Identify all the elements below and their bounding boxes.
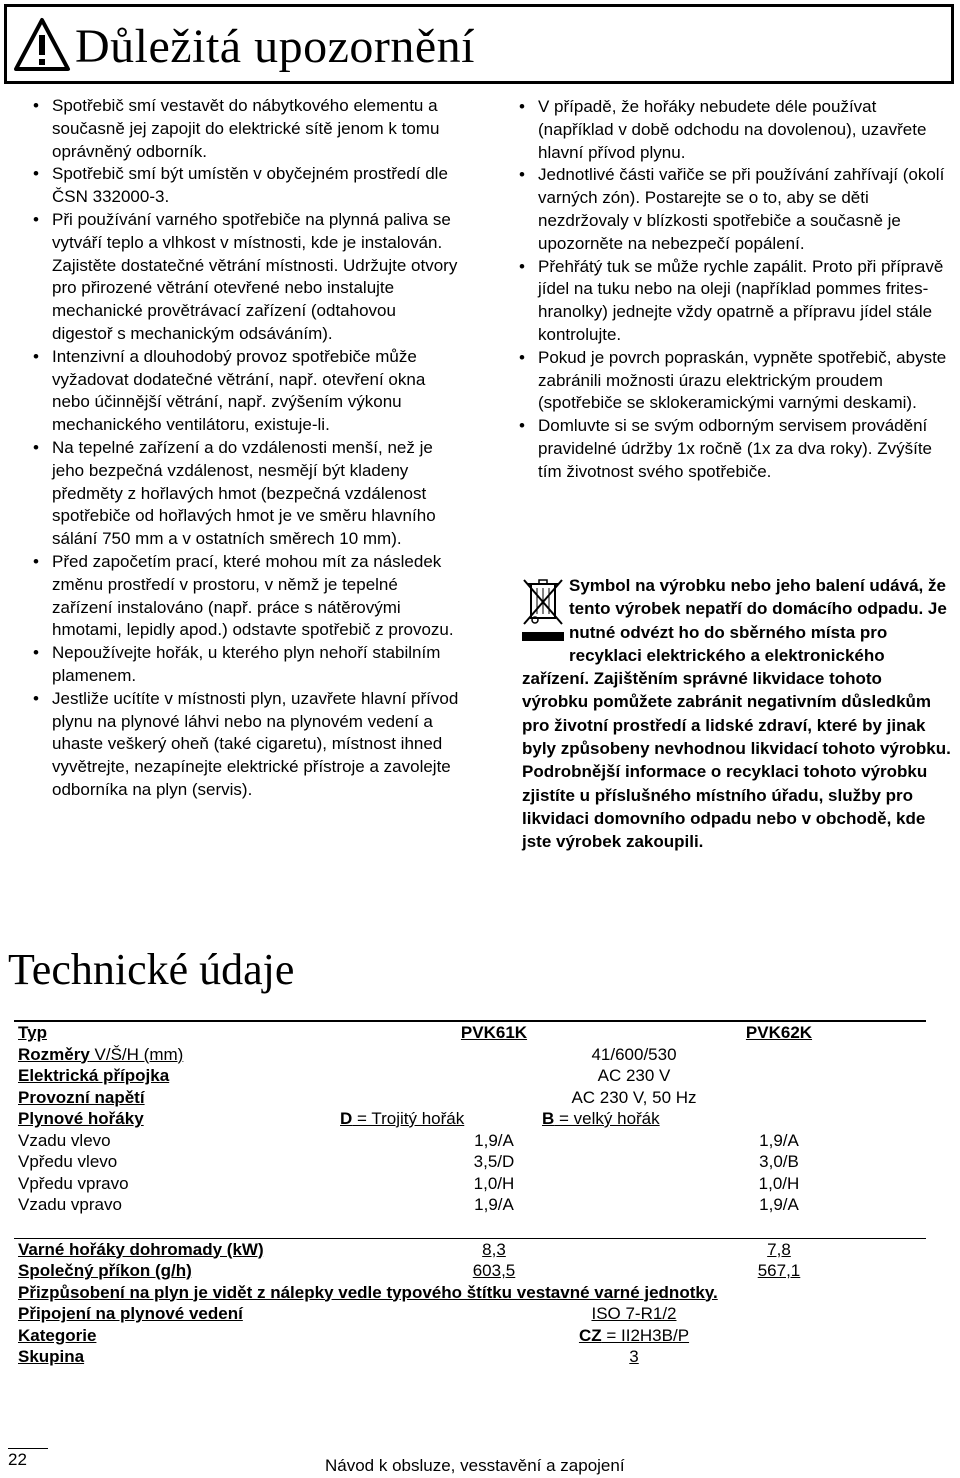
list-item: • Nepoužívejte hořák, u kterého plyn nehoří stabilním plamenem. [30, 642, 460, 688]
table-row: Provozní napětí AC 230 V, 50 Hz [18, 1087, 697, 1107]
disposal-text: Symbol na výrobku nebo jeho balení udává, že tento výrobek nepatří do domácího odpadu. Je nutné odvézt ho do sběrného místa pro recyklaci elektrického a elektronického zařízení. Zajištěním správné likvidace tohoto výrobku pomůžete zabránit negativním důsledkům pro životní prostředí a lidské zdraví, které by jinak byly způsobeny nevhodnou likvidací tohoto výrobku. Podrobnější informace o recyklaci tohoto výrobku zjistíte u příslušného místního úřadu, služby pro likvidaci domovního odpadu nebo v obchodě, kde jste výrobek zakoupili. [522, 576, 951, 852]
table-row: Rozměry V/Š/H (mm) 41/600/530 [18, 1044, 677, 1064]
list-item: • Před započetím prací, které mohou mít za následek změnu prostředí v prostoru, v němž je tepelné zařízení instalováno (např. práce s nátěrovými hmotami, lepidly apod.) odstavte spotřebič z provozu. [30, 551, 460, 642]
table-row: Kategorie CZ = II2H3B/P [18, 1325, 690, 1345]
table-spacer [14, 1216, 926, 1239]
list-item: • Spotřebič smí vestavět do nábytkového elementu a současně jej zapojit do elektrické sítě jenom k tomu oprávněný odborník. [30, 95, 460, 163]
spec-table [14, 1020, 926, 1368]
list-item: • V případě, že hořáky nebudete déle používat (například v době odchodu na dovolenou), uzavřete hlavní přívod plynu. [516, 96, 956, 164]
list-item: • Domluvte si se svým odborným servisem provádění pravidelné údržby 1x ročně (1x za dva roky). Zvýšíte tím životnost svého spotřebiče. [516, 415, 956, 483]
table-row: Varné hořáky dohromady (kW) 8,3 7,8 [18, 1239, 791, 1259]
list-item: • Pokud je povrch popraskán, vypněte spotřebič, abyste zabránili možnosti úrazu elektrickým proudem (spotřebiče se sklokeramickými varnými deskami). [516, 347, 956, 415]
list-item: • Jednotlivé části vařiče se při používání zahřívají (okolí varných zón). Postarejte se o to, aby se děti nezdržovaly v blízkosti spotřebiče a současně je upozorněte na nebezpečí popálení. [516, 164, 956, 255]
table-row: Připojení na plynové vedení ISO 7-R1/2 [18, 1304, 677, 1323]
section-header [4, 4, 954, 84]
table-row: Elektrická přípojka AC 230 V [18, 1066, 671, 1085]
list-item: • Spotřebič smí být umístěn v obyčejném prostředí dle ČSN 332000-3. [30, 163, 460, 209]
page-title: Důležitá upozornění [75, 20, 476, 73]
table-row: Plynové hořáky D = Trojitý hořák B = velký hořák [18, 1109, 660, 1128]
table-row: Skupina 3 [18, 1347, 639, 1366]
table-row: Vzadu vlevo 1,9/A 1,9/A [18, 1130, 799, 1150]
right-bullet-list [516, 96, 956, 484]
disposal-notice [522, 574, 952, 854]
table-row: Přizpůsobení na plyn je vidět z nálepky vedle typového štítku vestavné varné jednotky. [18, 1282, 718, 1302]
table-row: Typ PVK61K PVK62K [18, 1023, 813, 1042]
footer-rule [8, 1448, 48, 1449]
list-item: • Jestliže ucítíte v místnosti plyn, uzavřete hlavní přívod plynu na plynové láhvi nebo na plynovém vedení a uhaste veškerý oheň (také cigaretu), místnost ihned vyvětrejte, nezapínejte elektrické přístroje a zavolejte odborníka na plyn (servis). [30, 688, 460, 802]
crossed-out-bin-icon [522, 576, 566, 646]
list-item: • Přehřátý tuk se může rychle zapálit. Proto při přípravě jídel na tuku nebo na oleji (například pommes frites-hranolky) jednejte vždy opatrně a přípravu jídel stále kontrolujte. [516, 256, 956, 347]
footer-title: Návod k obsluze, vesstavění a zapojení [325, 1456, 625, 1475]
warning-icon [13, 17, 71, 73]
left-bullet-list [30, 95, 460, 802]
list-item: • Na tepelné zařízení a do vzdálenosti menší, než je jeho bezpečná vzdálenost, nesmějí být kladeny předměty z hořlavých hmot (bezpečná vzdálenost spotřebiče od hořlavých hmot je ve směru hlavního sálání 750 mm a v ostatních směrech 10 mm). [30, 437, 460, 551]
list-item: • Při používání varného spotřebiče na plynná paliva se vytváří teplo a vlhkost v místnosti, kde je instalován. Zajistěte dostatečné větrání místnosti. Udržujte otvory pro přirozené větrání otevřené nebo instalujte mechanické provětrávací zařízení (odtahovou digestoř s mechanickým odsáváním). [30, 209, 460, 346]
page-number: 22 [8, 1450, 27, 1469]
table-row: Vpředu vpravo 1,0/H 1,0/H [18, 1173, 800, 1193]
table-row: Vzadu vpravo 1,9/A 1,9/A [18, 1195, 799, 1214]
table-row: Společný příkon (g/h) 603,5 567,1 [18, 1261, 801, 1280]
tech-title: Technické údaje [8, 945, 295, 994]
table-row: Vpředu vlevo 3,5/D 3,0/B [18, 1152, 799, 1171]
list-item: • Intenzivní a dlouhodobý provoz spotřebiče může vyžadovat dodatečné větrání, např. otevření okna nebo účinnější větrání, např. zvýšením výkonu mechanického ventilátoru, existuje-li. [30, 346, 460, 437]
